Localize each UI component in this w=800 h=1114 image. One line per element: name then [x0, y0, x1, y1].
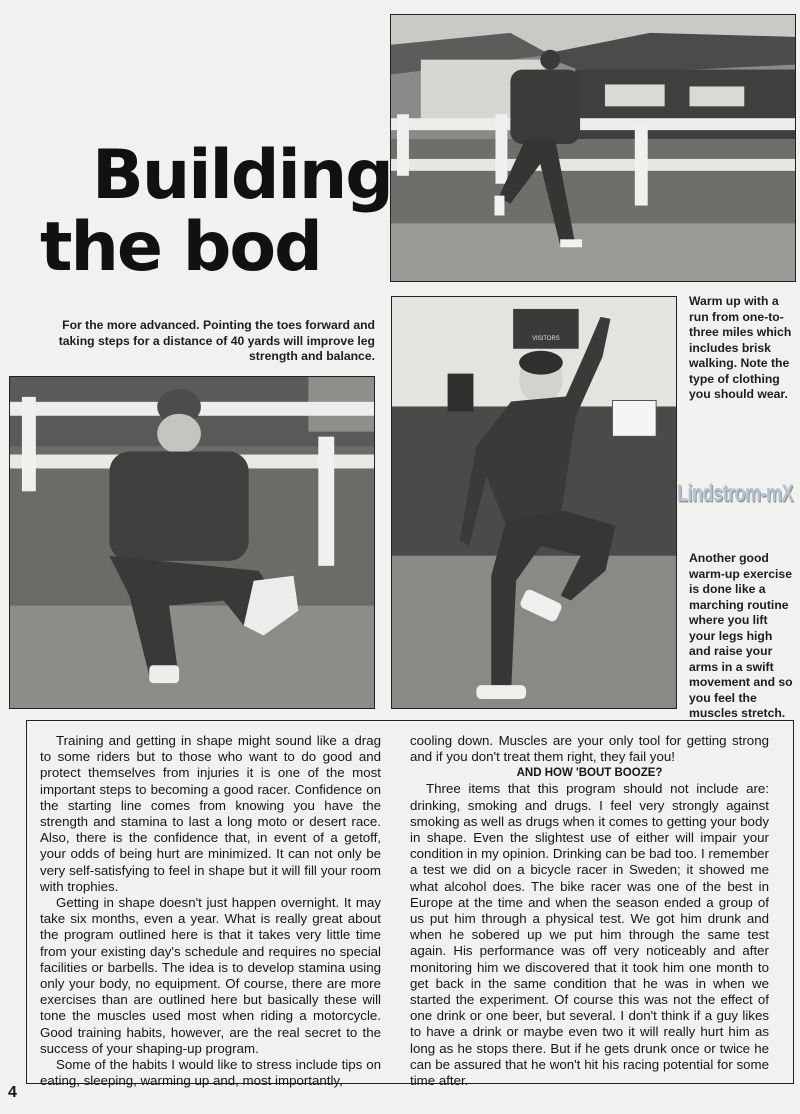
article-column-left	[40, 733, 381, 1089]
article-paragraph: cooling down. Muscles are your only tool for getting strong and if you don't treat them right, they fail you!	[410, 733, 769, 765]
article-paragraph: Getting in shape doesn't just happen overnight. It may take six months, even a year. What is really great about the program outlined here is that it takes very little time from your existing day's schedule and requires no special facilities or barbells. The idea is to develop stamina using only your body, no equipment. Of course, there are more exercises than are outlined here but basically these will tone the muscles used most when riding a motorcycle. Good training habits, however, are the real secret to the success of your shaping-up program.	[40, 895, 381, 1056]
headline-line-2: the bod	[40, 208, 321, 287]
article-body	[26, 720, 794, 1089]
march-caption: Another good warm-up exercise is done like a marching routine where you lift your legs high and raise your arms in a swift movement and so you feel the muscles stretch.	[689, 551, 793, 720]
squat-photo	[9, 376, 375, 709]
intro-caption: For the more advanced. Pointing the toes forward and taking steps for a distance of 40 yards will improve leg strength and balance.	[58, 318, 375, 363]
scoreboard-label: VISITORS	[532, 335, 560, 342]
watermark-logo: Lindstrom-mX	[677, 479, 794, 507]
headline-line-1: Building	[92, 136, 392, 215]
run-caption: Warm up with a run from one-to-three miles which includes brisk walking. Note the type of clothing you should wear.	[689, 294, 792, 401]
page-number: 4	[8, 1084, 17, 1101]
running-photo	[390, 14, 796, 282]
marching-photo	[391, 296, 677, 709]
article-paragraph: Three items that this program should not include are: drinking, smoking and drugs. I feel very strongly against smoking as well as drugs when it comes to getting your body in shape. Even the slightest use of either will impair your condition in my opinion. Drinking can be bad too. I remember a test we did on a bicycle racer in Sweden; it showed me what alcohol does. The bike racer was one of the best in Europe at the time and when the season ended a group of us put him through a physical test. We got him drunk and when he sobered up we put him through the same test again. His performance was off very noticeably and after monitoring him we discovered that it took him one month to get back in the same condition that he was in when we started the experiment. Of course this was not the effect of one drink or one beer, but several. I don't think if a guy likes to have a drink or maybe even two it will really hurt him as long as he stops there. But if he gets drunk once or twice he can be assured that he won't hit his racing potential for some time after.	[410, 781, 769, 1089]
article-column-right	[410, 733, 769, 1089]
article-subhead: AND HOW 'BOUT BOOZE?	[516, 767, 663, 780]
article-paragraph: Some of the habits I would like to stress include tips on eating, sleeping, warming up and, most importantly,	[40, 1057, 381, 1089]
article-headline	[40, 136, 392, 287]
running-photo-image	[391, 15, 795, 281]
squat-photo-image	[10, 377, 374, 708]
article-paragraph: Training and getting in shape might sound like a drag to some riders but to those who want to do good and protect themselves from injuries it is one of the most important steps to becoming a good racer. Confidence on the starting line comes from knowing you have the strength and stamina to last a long moto or desert race. Also, there is the confidence that, in event of a getoff, your odds of being hurt are minimized. It can not only be very self-satisfying to feel in shape but it will fill your room with trophies.	[40, 733, 381, 894]
marching-photo-image	[392, 297, 676, 708]
